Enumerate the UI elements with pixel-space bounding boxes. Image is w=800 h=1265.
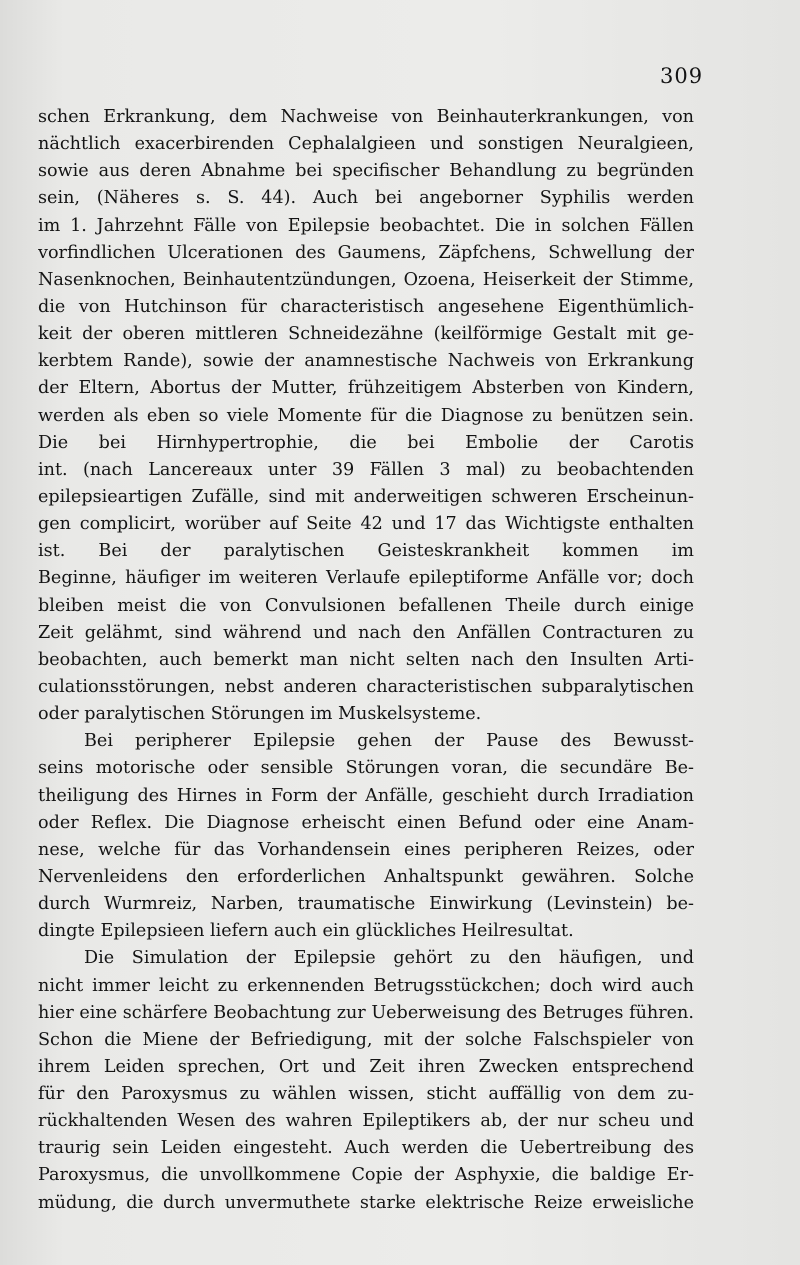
text-line: dingte Epilepsieen liefern auch ein glückliches Heilresultat. [38, 921, 574, 942]
text-line: bleiben meist die von Convulsionen befallenen Theile durch einige [38, 595, 694, 616]
text-line: nicht immer leicht zu erkennenden Betrugsstückchen; doch wird auch [38, 975, 694, 996]
text-line: hier eine schärfere Beobachtung zur Ueberweisung des Betruges führen. [38, 1002, 694, 1023]
text-line: Schon die Miene der Befriedigung, mit der solche Falschspieler von [38, 1029, 694, 1050]
text-line: im 1. Jahrzehnt Fälle von Epilepsie beobachtet. Die in solchen Fällen [38, 215, 694, 236]
text-line: gen complicirt, worüber auf Seite 42 und 17 das Wichtigste enthalten [38, 514, 694, 535]
text-line: Zeit gelähmt, sind während und nach den Anfällen Contracturen zu [38, 622, 694, 643]
page-number: 309 [660, 64, 704, 88]
text-line: Paroxysmus, die unvollkommene Copie der Asphyxie, die baldige Er- [38, 1165, 694, 1186]
text-line: die von Hutchinson für characteristisch angesehene Eigenthümlich- [38, 296, 694, 317]
text-line: vorfindlichen Ulcerationen des Gaumens, Zäpfchens, Schwellung der [38, 242, 694, 263]
text-line: culationsstörungen, nebst anderen characteristischen subparalytischen [38, 676, 694, 697]
text-line: keit der oberen mittleren Schneidezähne (keilförmige Gestalt mit ge- [38, 324, 694, 345]
text-line: seins motorische oder sensible Störungen voran, die secundäre Be- [38, 758, 694, 779]
text-line: schen Erkrankung, dem Nachweise von Beinhauterkrankungen, von [38, 107, 694, 127]
text-line: epilepsieartigen Zufälle, sind mit anderweitigen schweren Erscheinun- [38, 486, 694, 507]
paragraph-start-line: Die Simulation der Epilepsie gehört zu den häufigen, und [84, 948, 694, 969]
body-text [38, 104, 694, 1217]
text-line: beobachten, auch bemerkt man nicht selten nach den Insulten Arti- [38, 649, 694, 670]
text-line: nächtlich exacerbirenden Cephalalgieen und sonstigen Neuralgieen, [38, 134, 694, 155]
paragraph-start-line: Bei peripherer Epilepsie gehen der Pause des Bewusst- [84, 731, 694, 752]
text-line: kerbtem Rande), sowie der anamnestische Nachweis von Erkrankung [38, 351, 694, 372]
text-line: Beginne, häufiger im weiteren Verlaufe epileptiforme Anfälle vor; doch [38, 568, 694, 589]
text-line: sein, (Näheres s. S. 44). Auch bei angeborner Syphilis werden [38, 188, 694, 209]
text-line: oder Reflex. Die Diagnose erheischt einen Befund oder eine Anam- [38, 812, 694, 833]
text-line: ihrem Leiden sprechen, Ort und Zeit ihren Zwecken entsprechend [38, 1056, 694, 1077]
text-line: für den Paroxysmus zu wählen wissen, sticht auffällig von dem zu- [38, 1084, 694, 1105]
text-line: int. (nach Lancereaux unter 39 Fällen 3 mal) zu beobachtenden [38, 459, 694, 480]
text-line: theiligung des Hirnes in Form der Anfälle, geschieht durch Irradiation [38, 785, 694, 806]
text-line: werden als eben so viele Momente für die Diagnose zu benützen sein. [38, 405, 694, 426]
text-line: ist. Bei der paralytischen Geisteskrankheit kommen im [38, 541, 694, 562]
text-line: müdung, die durch unvermuthete starke elektrische Reize erweisliche [38, 1192, 694, 1213]
text-line: rückhaltenden Wesen des wahren Epileptikers ab, der nur scheu und [38, 1111, 694, 1132]
text-line: traurig sein Leiden eingesteht. Auch werden die Uebertreibung des [38, 1138, 694, 1159]
text-line: oder paralytischen Störungen im Muskelsysteme. [38, 704, 482, 725]
text-line: sowie aus deren Abnahme bei specifischer Behandlung zu begründen [38, 161, 694, 182]
text-line: der Eltern, Abortus der Mutter, frühzeitigem Absterben von Kindern, [38, 378, 694, 399]
text-line: Nasenknochen, Beinhautentzündungen, Ozoena, Heiserkeit der Stimme, [38, 269, 694, 290]
text-line: Nervenleidens den erforderlichen Anhaltspunkt gewähren. Solche [38, 866, 694, 887]
text-line: durch Wurmreiz, Narben, traumatische Einwirkung (Levinstein) be- [38, 894, 694, 915]
text-line: Die bei Hirnhypertrophie, die bei Embolie der Carotis [38, 432, 694, 453]
text-line: nese, welche für das Vorhandensein eines peripheren Reizes, oder [38, 839, 694, 860]
